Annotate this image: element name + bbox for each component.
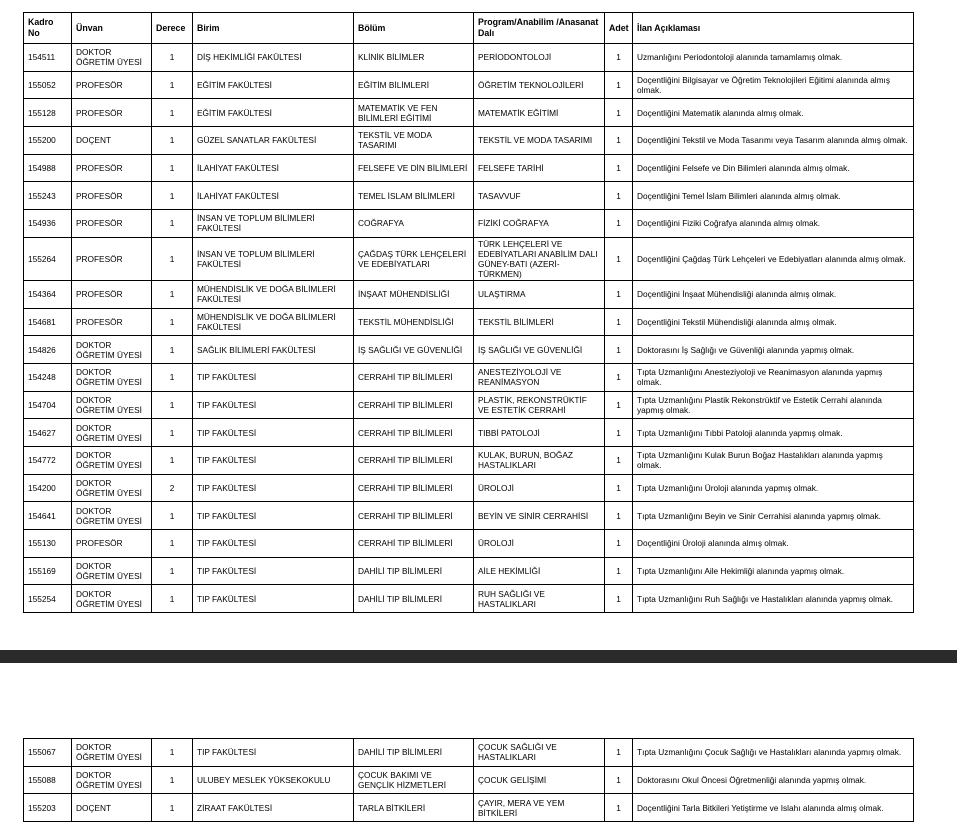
table-row xyxy=(24,502,914,530)
cell-adet: 1 xyxy=(605,530,633,558)
table-row xyxy=(24,363,914,391)
table-row xyxy=(24,585,914,613)
cell-unvan: DOKTOR ÖĞRETİM ÜYESİ xyxy=(72,585,152,613)
cell-adet: 1 xyxy=(605,280,633,308)
cell-kadro: 154936 xyxy=(24,210,72,238)
cell-adet: 1 xyxy=(605,391,633,419)
cell-bolum: KLİNİK BİLİMLER xyxy=(354,44,474,72)
cell-kadro: 155264 xyxy=(24,237,72,280)
cell-bolum: TEMEL İSLAM BİLİMLERİ xyxy=(354,182,474,210)
cell-unvan: PROFESÖR xyxy=(72,154,152,182)
table-row xyxy=(24,557,914,585)
cell-adet: 1 xyxy=(605,336,633,364)
cell-kadro: 154641 xyxy=(24,502,72,530)
cell-unvan: DOKTOR ÖĞRETİM ÜYESİ xyxy=(72,363,152,391)
cell-birim: TIP FAKÜLTESİ xyxy=(193,739,354,767)
positions-table xyxy=(23,12,914,613)
cell-birim: TIP FAKÜLTESİ xyxy=(193,391,354,419)
table-body xyxy=(24,739,914,822)
cell-ilan: Doçentliğini Bilgisayar ve Öğretim Teknolojileri Eğitimi alanında almış olmak. xyxy=(633,71,914,99)
cell-kadro: 154200 xyxy=(24,474,72,502)
cell-unvan: DOKTOR ÖĞRETİM ÜYESİ xyxy=(72,557,152,585)
cell-unvan: PROFESÖR xyxy=(72,280,152,308)
cell-derece: 1 xyxy=(152,502,193,530)
cell-unvan: PROFESÖR xyxy=(72,210,152,238)
cell-adet: 1 xyxy=(605,739,633,767)
cell-program: ÖĞRETİM TEKNOLOJİLERİ xyxy=(474,71,605,99)
table-row xyxy=(24,127,914,155)
cell-unvan: DOKTOR ÖĞRETİM ÜYESİ xyxy=(72,739,152,767)
cell-adet: 1 xyxy=(605,99,633,127)
cell-bolum: CERRAHİ TIP BİLİMLERİ xyxy=(354,530,474,558)
cell-derece: 1 xyxy=(152,766,193,794)
cell-adet: 1 xyxy=(605,71,633,99)
cell-birim: TIP FAKÜLTESİ xyxy=(193,502,354,530)
table-row xyxy=(24,419,914,447)
cell-bolum: DAHİLİ TIP BİLİMLERİ xyxy=(354,739,474,767)
cell-ilan: Doçentliğini Matematik alanında almış olmak. xyxy=(633,99,914,127)
header-adet: Adet xyxy=(605,13,633,44)
cell-derece: 1 xyxy=(152,585,193,613)
cell-kadro: 154681 xyxy=(24,308,72,336)
cell-derece: 1 xyxy=(152,419,193,447)
cell-bolum: DAHİLİ TIP BİLİMLERİ xyxy=(354,585,474,613)
cell-adet: 1 xyxy=(605,474,633,502)
cell-birim: MÜHENDİSLİK VE DOĞA BİLİMLERİ FAKÜLTESİ xyxy=(193,308,354,336)
cell-kadro: 155067 xyxy=(24,739,72,767)
cell-program: ÇOCUK GELİŞİMİ xyxy=(474,766,605,794)
cell-unvan: DOKTOR ÖĞRETİM ÜYESİ xyxy=(72,391,152,419)
table-header-row xyxy=(24,13,914,44)
cell-derece: 1 xyxy=(152,71,193,99)
cell-bolum: İŞ SAĞLIĞI VE GÜVENLİĞİ xyxy=(354,336,474,364)
cell-program: MATEMATİK EĞİTİMİ xyxy=(474,99,605,127)
cell-adet: 1 xyxy=(605,308,633,336)
header-derece: Derece xyxy=(152,13,193,44)
cell-program: AİLE HEKİMLİĞİ xyxy=(474,557,605,585)
cell-ilan: Tıpta Uzmanlığını Ruh Sağlığı ve Hastalıkları alanında yapmış olmak. xyxy=(633,585,914,613)
table-row xyxy=(24,154,914,182)
cell-unvan: DOKTOR ÖĞRETİM ÜYESİ xyxy=(72,336,152,364)
cell-unvan: PROFESÖR xyxy=(72,308,152,336)
cell-derece: 1 xyxy=(152,557,193,585)
table-row xyxy=(24,71,914,99)
cell-ilan: Doçentliğini Temel İslam Bilimleri alanında almış olmak. xyxy=(633,182,914,210)
cell-birim: MÜHENDİSLİK VE DOĞA BİLİMLERİ FAKÜLTESİ xyxy=(193,280,354,308)
cell-kadro: 155088 xyxy=(24,766,72,794)
cell-bolum: TEKSTİL VE MODA TASARIMI xyxy=(354,127,474,155)
cell-ilan: Doçentliğini Fiziki Coğrafya alanında almış olmak. xyxy=(633,210,914,238)
cell-adet: 1 xyxy=(605,44,633,72)
cell-kadro: 154364 xyxy=(24,280,72,308)
cell-derece: 1 xyxy=(152,127,193,155)
cell-unvan: DOÇENT xyxy=(72,794,152,822)
cell-derece: 1 xyxy=(152,363,193,391)
cell-ilan: Doçentliğini Tekstil ve Moda Tasarımı veya Tasarım alanında almış olmak. xyxy=(633,127,914,155)
cell-ilan: Doçentliğini Çağdaş Türk Lehçeleri ve Edebiyatları alanında almış olmak. xyxy=(633,237,914,280)
cell-program: BEYİN VE SİNİR CERRAHİSİ xyxy=(474,502,605,530)
cell-program: PERİODONTOLOJİ xyxy=(474,44,605,72)
cell-birim: ZİRAAT FAKÜLTESİ xyxy=(193,794,354,822)
cell-ilan: Doktorasını Okul Öncesi Öğretmenliği alanında yapmış olmak. xyxy=(633,766,914,794)
cell-ilan: Tıpta Uzmanlığını Kulak Burun Boğaz Hastalıkları alanında yapmış olmak. xyxy=(633,446,914,474)
cell-program: PLASTİK, REKONSTRÜKTİF VE ESTETİK CERRAHİ xyxy=(474,391,605,419)
cell-derece: 1 xyxy=(152,99,193,127)
cell-adet: 1 xyxy=(605,363,633,391)
cell-program: TÜRK LEHÇELERİ VE EDEBİYATLARI ANABİLİM DALI GÜNEY-BATI (AZERİ-TÜRKMEN) xyxy=(474,237,605,280)
page-divider xyxy=(0,650,957,663)
header-bolum: Bölüm xyxy=(354,13,474,44)
cell-derece: 1 xyxy=(152,336,193,364)
cell-bolum: CERRAHİ TIP BİLİMLERİ xyxy=(354,419,474,447)
cell-program: ÇAYIR, MERA VE YEM BİTKİLERİ xyxy=(474,794,605,822)
cell-derece: 1 xyxy=(152,530,193,558)
table-row xyxy=(24,308,914,336)
cell-birim: ULUBEY MESLEK YÜKSEKOKULU xyxy=(193,766,354,794)
cell-ilan: Tıpta Uzmanlığını Üroloji alanında yapmış olmak. xyxy=(633,474,914,502)
cell-derece: 1 xyxy=(152,210,193,238)
cell-birim: İLAHİYAT FAKÜLTESİ xyxy=(193,154,354,182)
cell-bolum: TARLA BİTKİLERİ xyxy=(354,794,474,822)
cell-derece: 1 xyxy=(152,44,193,72)
cell-kadro: 154511 xyxy=(24,44,72,72)
cell-program: ÜROLOJİ xyxy=(474,530,605,558)
cell-bolum: CERRAHİ TIP BİLİMLERİ xyxy=(354,391,474,419)
cell-ilan: Tıpta Uzmanlığını Anesteziyoloji ve Reanimasyon alanında yapmış olmak. xyxy=(633,363,914,391)
cell-bolum: ÇAĞDAŞ TÜRK LEHÇELERİ VE EDEBİYATLARI xyxy=(354,237,474,280)
table-row xyxy=(24,237,914,280)
cell-ilan: Doçentliğini Tarla Bitkileri Yetiştirme ve Islahı alanında almış olmak. xyxy=(633,794,914,822)
cell-unvan: DOKTOR ÖĞRETİM ÜYESİ xyxy=(72,446,152,474)
cell-birim: TIP FAKÜLTESİ xyxy=(193,530,354,558)
table-row xyxy=(24,446,914,474)
cell-bolum: CERRAHİ TIP BİLİMLERİ xyxy=(354,363,474,391)
cell-ilan: Doçentliğini Üroloji alanında almış olmak. xyxy=(633,530,914,558)
cell-program: ÇOCUK SAĞLIĞI VE HASTALIKLARI xyxy=(474,739,605,767)
cell-program: FİZİKİ COĞRAFYA xyxy=(474,210,605,238)
header-ilan: İlan Açıklaması xyxy=(633,13,914,44)
cell-adet: 1 xyxy=(605,502,633,530)
cell-kadro: 154988 xyxy=(24,154,72,182)
cell-birim: İLAHİYAT FAKÜLTESİ xyxy=(193,182,354,210)
header-kadro: Kadro No xyxy=(24,13,72,44)
table-row xyxy=(24,210,914,238)
cell-program: ANESTEZİYOLOJİ VE REANİMASYON xyxy=(474,363,605,391)
cell-birim: EĞİTİM FAKÜLTESİ xyxy=(193,99,354,127)
cell-adet: 1 xyxy=(605,237,633,280)
cell-birim: TIP FAKÜLTESİ xyxy=(193,585,354,613)
cell-derece: 1 xyxy=(152,308,193,336)
cell-program: FELSEFE TARİHİ xyxy=(474,154,605,182)
cell-birim: GÜZEL SANATLAR FAKÜLTESİ xyxy=(193,127,354,155)
table-body xyxy=(24,44,914,613)
cell-bolum: CERRAHİ TIP BİLİMLERİ xyxy=(354,446,474,474)
cell-adet: 1 xyxy=(605,210,633,238)
cell-adet: 1 xyxy=(605,154,633,182)
header-birim: Birim xyxy=(193,13,354,44)
cell-kadro: 155254 xyxy=(24,585,72,613)
cell-kadro: 155128 xyxy=(24,99,72,127)
cell-bolum: CERRAHİ TIP BİLİMLERİ xyxy=(354,502,474,530)
cell-kadro: 154248 xyxy=(24,363,72,391)
cell-birim: TIP FAKÜLTESİ xyxy=(193,363,354,391)
cell-birim: TIP FAKÜLTESİ xyxy=(193,419,354,447)
cell-derece: 1 xyxy=(152,182,193,210)
cell-unvan: DOKTOR ÖĞRETİM ÜYESİ xyxy=(72,44,152,72)
cell-derece: 1 xyxy=(152,280,193,308)
cell-bolum: COĞRAFYA xyxy=(354,210,474,238)
cell-derece: 1 xyxy=(152,446,193,474)
cell-kadro: 154627 xyxy=(24,419,72,447)
cell-kadro: 154704 xyxy=(24,391,72,419)
cell-birim: TIP FAKÜLTESİ xyxy=(193,557,354,585)
table-row xyxy=(24,474,914,502)
header-unvan: Ünvan xyxy=(72,13,152,44)
cell-program: TIBBİ PATOLOJİ xyxy=(474,419,605,447)
cell-adet: 1 xyxy=(605,766,633,794)
cell-derece: 1 xyxy=(152,739,193,767)
cell-program: ULAŞTIRMA xyxy=(474,280,605,308)
cell-ilan: Doçentliğini İnşaat Mühendisliği alanında almış olmak. xyxy=(633,280,914,308)
cell-bolum: ÇOCUK BAKIMI VE GENÇLİK HİZMETLERİ xyxy=(354,766,474,794)
cell-unvan: DOKTOR ÖĞRETİM ÜYESİ xyxy=(72,766,152,794)
cell-kadro: 155169 xyxy=(24,557,72,585)
cell-bolum: MATEMATİK VE FEN BİLİMLERİ EĞİTİMİ xyxy=(354,99,474,127)
cell-program: TEKSTİL BİLİMLERİ xyxy=(474,308,605,336)
table-row xyxy=(24,280,914,308)
cell-kadro: 155203 xyxy=(24,794,72,822)
cell-unvan: PROFESÖR xyxy=(72,182,152,210)
cell-bolum: EĞİTİM BİLİMLERİ xyxy=(354,71,474,99)
cell-ilan: Tıpta Uzmanlığını Aile Hekimliği alanında yapmış olmak. xyxy=(633,557,914,585)
cell-unvan: PROFESÖR xyxy=(72,71,152,99)
cell-unvan: DOKTOR ÖĞRETİM ÜYESİ xyxy=(72,474,152,502)
cell-ilan: Doçentliğini Felsefe ve Din Bilimleri alanında almış olmak. xyxy=(633,154,914,182)
cell-kadro: 155130 xyxy=(24,530,72,558)
cell-bolum: TEKSTİL MÜHENDİSLİĞİ xyxy=(354,308,474,336)
cell-birim: TIP FAKÜLTESİ xyxy=(193,446,354,474)
cell-adet: 1 xyxy=(605,419,633,447)
cell-kadro: 155200 xyxy=(24,127,72,155)
cell-bolum: CERRAHİ TIP BİLİMLERİ xyxy=(354,474,474,502)
header-program: Program/Anabilim /Anasanat Dalı xyxy=(474,13,605,44)
cell-adet: 1 xyxy=(605,127,633,155)
cell-bolum: FELSEFE VE DİN BİLİMLERİ xyxy=(354,154,474,182)
cell-derece: 1 xyxy=(152,391,193,419)
cell-ilan: Doktorasını İş Sağlığı ve Güvenliği alanında yapmış olmak. xyxy=(633,336,914,364)
cell-program: KULAK, BURUN, BOĞAZ HASTALIKLARI xyxy=(474,446,605,474)
cell-adet: 1 xyxy=(605,446,633,474)
cell-adet: 1 xyxy=(605,557,633,585)
positions-table-continued xyxy=(23,738,914,822)
cell-derece: 2 xyxy=(152,474,193,502)
table-row xyxy=(24,391,914,419)
cell-ilan: Tıpta Uzmanlığını Plastik Rekonstrüktif ve Estetik Cerrahi alanında yapmış olmak. xyxy=(633,391,914,419)
table-row xyxy=(24,766,914,794)
cell-unvan: PROFESÖR xyxy=(72,99,152,127)
cell-program: İŞ SAĞLIĞI VE GÜVENLİĞİ xyxy=(474,336,605,364)
cell-unvan: PROFESÖR xyxy=(72,237,152,280)
cell-ilan: Tıpta Uzmanlığını Tıbbi Patoloji alanında yapmış olmak. xyxy=(633,419,914,447)
table-row xyxy=(24,794,914,822)
cell-bolum: DAHİLİ TIP BİLİMLERİ xyxy=(354,557,474,585)
cell-unvan: DOÇENT xyxy=(72,127,152,155)
cell-adet: 1 xyxy=(605,585,633,613)
cell-unvan: DOKTOR ÖĞRETİM ÜYESİ xyxy=(72,419,152,447)
cell-kadro: 155243 xyxy=(24,182,72,210)
cell-ilan: Doçentliğini Tekstil Mühendisliği alanında almış olmak. xyxy=(633,308,914,336)
cell-unvan: DOKTOR ÖĞRETİM ÜYESİ xyxy=(72,502,152,530)
cell-program: ÜROLOJİ xyxy=(474,474,605,502)
cell-adet: 1 xyxy=(605,794,633,822)
table-row xyxy=(24,739,914,767)
cell-program: TASAVVUF xyxy=(474,182,605,210)
cell-birim: SAĞLIK BİLİMLERİ FAKÜLTESİ xyxy=(193,336,354,364)
cell-program: RUH SAĞLIĞI VE HASTALIKLARI xyxy=(474,585,605,613)
cell-kadro: 155052 xyxy=(24,71,72,99)
cell-birim: İNSAN VE TOPLUM BİLİMLERİ FAKÜLTESİ xyxy=(193,210,354,238)
cell-derece: 1 xyxy=(152,794,193,822)
cell-program: TEKSTİL VE MODA TASARIMI xyxy=(474,127,605,155)
cell-ilan: Tıpta Uzmanlığını Beyin ve Sinir Cerrahisi alanında yapmış olmak. xyxy=(633,502,914,530)
cell-kadro: 154772 xyxy=(24,446,72,474)
cell-birim: EĞİTİM FAKÜLTESİ xyxy=(193,71,354,99)
cell-adet: 1 xyxy=(605,182,633,210)
cell-bolum: İNŞAAT MÜHENDİSLİĞİ xyxy=(354,280,474,308)
cell-birim: İNSAN VE TOPLUM BİLİMLERİ FAKÜLTESİ xyxy=(193,237,354,280)
cell-ilan: Tıpta Uzmanlığını Çocuk Sağlığı ve Hastalıkları alanında yapmış olmak. xyxy=(633,739,914,767)
table-row xyxy=(24,44,914,72)
cell-birim: TIP FAKÜLTESİ xyxy=(193,474,354,502)
cell-derece: 1 xyxy=(152,237,193,280)
cell-unvan: PROFESÖR xyxy=(72,530,152,558)
cell-birim: DİŞ HEKİMLİĞİ FAKÜLTESİ xyxy=(193,44,354,72)
table-row xyxy=(24,99,914,127)
table-row xyxy=(24,530,914,558)
cell-kadro: 154826 xyxy=(24,336,72,364)
cell-derece: 1 xyxy=(152,154,193,182)
table-row xyxy=(24,182,914,210)
cell-ilan: Uzmanlığını Periodontoloji alanında tamamlamış olmak. xyxy=(633,44,914,72)
table-row xyxy=(24,336,914,364)
